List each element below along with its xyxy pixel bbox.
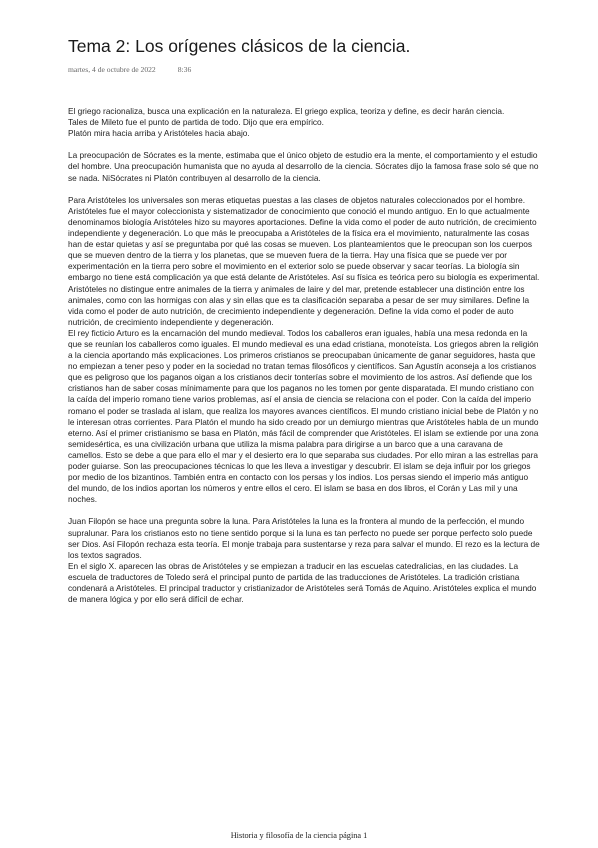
paragraph-socrates: La preocupación de Sócrates es la mente, estimaba que el único objeto de estudio era la mente, el comportamiento y el estudio del hombre. Una preocupación humanista que no ayuda al desarrollo de la ciencia. Sócrates dijo la famosa frase solo sé que no se nada. NiSócrates ni Platón contribuyen al desarrollo de la ciencia.: [68, 150, 539, 183]
paragraph-tales: Tales de Mileto fue el punto de partida de todo. Dijo que era empírico.: [68, 117, 324, 128]
paragraph-filopon: Juan Filopón se hace una pregunta sobre la luna. Para Aristóteles la luna es la frontera al mundo de la perfección, el mundo supralunar. Para los cristianos esto no tiene sentido porque si la luna es tan perfecto no puede ser porque perfecto solo puede ser Dios. Así Filopón rechaza esta teoría. El monje trabaja para sustentarse y reza para salvar el mundo. El rezo es la lectura de los textos sagrados.: [68, 516, 540, 560]
note-time: 8:36: [177, 65, 192, 74]
page-title: Tema 2: Los orígenes clásicos de la ciencia.: [68, 36, 411, 56]
paragraph-medieval-islam: El rey ficticio Arturo es la encarnación del mundo medieval. Todos los caballeros eran iguales, había una mesa redonda en la que se reunían los caballeros como iguales. El mundo medieval es una edad cristiana, monoteísta. Los griegos abren la religión a la ciencia aportando más explicaciones. Los primeros cristianos se preocupaban únicamente de ganar seguidores, hasta que no empiezan a tener peso y poder en la sociedad no tratan temas filosóficos y científicos. San Agustín aconseja a los cristianos que es peligroso que los paganos oigan a los cristianos decir tonterías sobre el movimiento de los astros. Así defiende que los cristianos han de saber cosas mínimamente para que los paganos no les tomen por gente disparatada. El mundo cristiano con la caída del imperio romano tiene varios problemas, así el ansia de ciencia se relaciona con el poder. Con la caída del imperio romano el poder se traslada al islam, que realiza los mayores avances científicos. El mundo cristiano inicial bebe de Platón y no le interesan otras corrientes. Para Platón el mundo ha sido creado por un demiurgo mientras que Aristóteles habla de un mundo eterno. Así el primer cristianismo se basa en Platón, más fácil de comprender que Aristóteles. El islam se extiende por una zona semidesértica, es una civilización urbana que utiliza la misma palabra para dirigirse a un barco que a una caravana de camellos. Esto se debe a que para ello el mar y el desierto era lo que separaba sus ciudades. Por ello miran a las estrellas para poder guiarse. Son las preocupaciones técnicas lo que les lleva a investigar y descubrir. El islam se deja influir por los griegos por medio de los bizantinos. También entra en contacto con los persas y los indios. Los persas siendo el imperio más antiguo del mundo, de los indios aportan los números y entre ellos el cero. El islam se basa en dos libros, el Corán y Las mil y una noches.: [68, 327, 539, 505]
paragraph-aristotle: Para Aristóteles los universales son meras etiquetas puestas a las clases de objetos naturales coleccionados por el hombre. Aristóteles fue el mayor coleccionista y sistematizador de conocimiento que conoció el mundo antiguo. En lo que actualmente denominamos biología Aristóteles hizo su mayores aportaciones. Define la vida como el poder de auto nutrición, de crecimiento independiente y degeneración. Lo que más le preocupaba a Aristóteles de la física era el movimiento, naturalmente las cosas han de estar quietas y así se preguntaba por qué las cosas se mueven. Los planteamientos que le preocupan son los cuerpos que se mueven dentro de la tierra y los planetas, que se mueven fuera de la tierra. Hay una física que se puede ver por experimentación en la tierra pero sobre el movimiento en el exterior solo se puede observar y sacar teorías. La biología sin embargo no tiene está complicación ya que está delante de Aristóteles. Así su física es teórica pero su biología es experimental. Aristóteles no distingue entre animales de la tierra y animales de laire y del mar, pretende establecer una distinción entre los animales, como con las hormigas con alas y sin ellas que es ta clasificación separaba a pesar de ser muy similares. Define la vida como el poder de auto nutrición, de crecimiento independiente y degeneración. Define la vida como el poder de auto nutrición, de crecimiento independiente y degeneración.: [68, 194, 540, 327]
note-metadata: [68, 65, 191, 74]
page-footer: Historia y filosofía de la ciencia página 1: [230, 831, 368, 840]
paragraph-plato-aristotle: Platón mira hacia arriba y Aristóteles hacia abajo.: [68, 128, 250, 139]
paragraph-greek-reason: El griego racionaliza, busca una explicación en la naturaleza. El griego explica, teoriza y define, es decir harán ciencia.: [68, 106, 505, 116]
paragraph-siglo-x: En el siglo X. aparecen las obras de Aristóteles y se empiezan a traducir en las escuelas catedralicias, en las ciudades. La escuela de traductores de Toledo será el principal punto de partida de las traducciones de Aristóteles. La tradición cristiana condenará a Aristóteles. El principal traductor y cristianizador de Aristóteles será Tomás de Aquino. Aristóteles explica el mundo de manera lógica y por ello será difícil de echar.: [68, 560, 537, 605]
note-date: martes, 4 de octubre de 2022: [68, 65, 156, 74]
note-body[interactable]: [68, 106, 540, 605]
